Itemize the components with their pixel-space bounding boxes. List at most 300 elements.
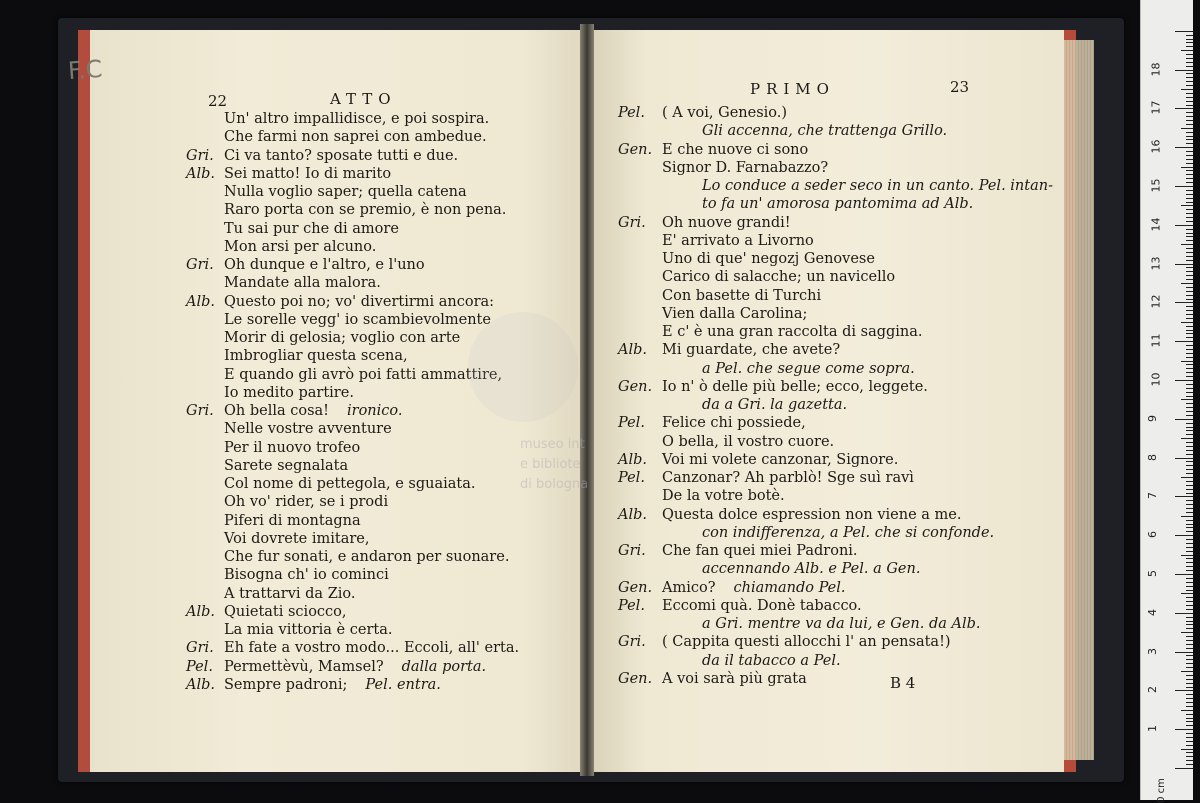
book-gutter <box>580 24 594 776</box>
ruler-number: 18 <box>1149 62 1163 77</box>
stage-direction: chiamando Pel. <box>733 579 846 596</box>
ruler-tick <box>1186 77 1193 78</box>
watermark-line: e bibliote <box>520 457 581 472</box>
ruler-tick <box>1186 54 1193 55</box>
page-number-left: 22 <box>208 92 228 110</box>
stage-direction: a Gri. mentre va da lui, e Gen. da Alb. <box>702 616 981 632</box>
ruler-tick <box>1186 640 1193 641</box>
ruler-tick <box>1186 198 1193 199</box>
ruler-tick <box>1186 170 1193 171</box>
ruler-tick <box>1181 477 1193 478</box>
ruler-tick <box>1186 271 1193 272</box>
ruler-tick <box>1181 632 1193 633</box>
ruler-tick <box>1186 85 1193 86</box>
speaker-name: Pel. <box>618 597 645 614</box>
text-line <box>186 128 487 146</box>
verse-text: Un' altro impallidisce, e poi sospira. <box>224 111 490 127</box>
ruler-tick <box>1186 279 1193 280</box>
ruler-tick <box>1186 291 1193 292</box>
verse-text: Piferi di montagna <box>224 512 361 529</box>
ruler-tick <box>1186 403 1193 404</box>
right-page <box>590 30 1076 772</box>
text-line <box>186 493 388 511</box>
ruler-number: 4 <box>1146 608 1159 616</box>
verse-text: Bisogna ch' io cominci <box>224 567 389 584</box>
text-line <box>186 183 467 201</box>
text-line <box>186 366 502 384</box>
ruler-tick <box>1186 547 1193 548</box>
ruler-tick <box>1186 202 1193 203</box>
verse-text: Felice chi possiede, <box>662 415 806 432</box>
ruler-tick <box>1186 500 1193 501</box>
verse-text: E' arrivato a Livorno <box>662 232 814 249</box>
ruler-tick <box>1175 419 1193 420</box>
speaker-name: Gri. <box>186 403 214 419</box>
verse-text: Vien dalla Carolina; <box>662 305 808 322</box>
text-line <box>186 512 361 530</box>
ruler-tick <box>1186 151 1193 152</box>
ruler-tick <box>1181 593 1193 594</box>
stage-direction: con indifferenza, a Pel. che si confonde. <box>702 524 995 541</box>
ruler-tick <box>1186 252 1193 253</box>
ruler-number: 14 <box>1149 217 1163 232</box>
text-line <box>618 122 947 140</box>
text-line <box>186 585 355 603</box>
verse-text: Tu sai pur che di amore <box>224 220 399 237</box>
verse-text: Che farmi non saprei con ambedue. <box>224 129 487 146</box>
text-line <box>186 329 460 347</box>
ruler-tick <box>1181 283 1193 284</box>
ruler-tick <box>1186 687 1193 688</box>
verse-text: O bella, il vostro cuore. <box>662 433 835 450</box>
text-line <box>186 457 348 475</box>
ruler-tick <box>1181 128 1193 129</box>
ruler-tick <box>1181 205 1193 206</box>
ruler-tick <box>1181 438 1193 439</box>
verse-text: Permettèvù, Mamsel? <box>224 658 384 675</box>
watermark-text <box>520 435 630 505</box>
ruler-tick <box>1186 194 1193 195</box>
verse-text: ( A voi, Genesio.) <box>662 105 788 121</box>
ruler-tick <box>1186 659 1193 660</box>
ruler-tick <box>1186 143 1193 144</box>
speaker-name: Gri. <box>186 640 214 657</box>
verse-text: Mandate alla malora. <box>224 275 381 292</box>
ruler-tick <box>1186 675 1193 676</box>
verse-text: Sei matto! Io di marito <box>224 165 392 182</box>
ruler-tick <box>1175 31 1193 32</box>
ruler-tick <box>1186 267 1193 268</box>
ruler-tick <box>1186 112 1193 113</box>
stage-direction: da a Gri. la gazetta. <box>702 397 848 413</box>
speaker-name: Gri. <box>618 543 646 559</box>
ruler-tick <box>1186 644 1193 645</box>
text-line <box>186 347 408 365</box>
ruler-tick <box>1186 493 1193 494</box>
ruler-number: 16 <box>1149 139 1163 154</box>
ruler-tick <box>1186 39 1193 40</box>
ruler-tick <box>1186 694 1193 695</box>
stage-direction: Gli accenna, che trattenga Grillo. <box>702 123 948 140</box>
ruler-tick <box>1175 729 1193 730</box>
verse-text: De la votre botè. <box>662 488 785 505</box>
text-line <box>618 597 862 615</box>
text-line <box>618 360 915 378</box>
ruler-tick <box>1181 555 1193 556</box>
ruler-tick <box>1186 737 1193 738</box>
ruler-tick <box>1186 562 1193 563</box>
verse-text: Oh dunque e l'altro, e l'uno <box>224 257 425 273</box>
ruler-tick <box>1186 73 1193 74</box>
speaker-name: Gri. <box>186 147 214 164</box>
ruler-tick <box>1181 749 1193 750</box>
ruler-tick <box>1186 636 1193 637</box>
verse-text: ( Cappita questi allocchi l' an pensata!) <box>662 634 951 651</box>
ruler-tick <box>1181 167 1193 168</box>
watermark-logo-icon <box>468 312 578 422</box>
verse-text: Oh nuove grandi! <box>662 214 791 231</box>
text-line <box>618 323 923 341</box>
ruler-tick <box>1186 213 1193 214</box>
ruler-tick <box>1186 621 1193 622</box>
verse-text: Nulla voglio saper; quella catena <box>224 184 467 200</box>
ruler-tick <box>1186 648 1193 649</box>
ruler-tick <box>1186 760 1193 761</box>
speaker-name: Gen. <box>618 378 653 395</box>
verse-text: Per il nuovo trofeo <box>224 439 361 456</box>
ruler-tick <box>1186 489 1193 490</box>
ruler-number: 11 <box>1149 333 1163 348</box>
verse-text: Voi mi volete canzonar, Signore. <box>662 451 899 468</box>
ruler-tick <box>1186 411 1193 412</box>
ruler-tick <box>1175 380 1193 381</box>
ruler-tick <box>1186 299 1193 300</box>
ruler-tick <box>1186 601 1193 602</box>
verse-text: Che fur sonati, e andaron per suonare. <box>224 549 510 565</box>
ruler-tick <box>1186 442 1193 443</box>
ruler-tick <box>1175 652 1193 653</box>
ruler-tick <box>1186 357 1193 358</box>
speaker-name: Gri. <box>186 257 214 273</box>
speaker-name: Alb. <box>186 293 215 310</box>
text-line <box>186 566 389 584</box>
ruler-tick <box>1186 155 1193 156</box>
ruler-tick <box>1181 89 1193 90</box>
pencil-mark: F.C <box>67 54 104 86</box>
ruler-tick <box>1181 710 1193 711</box>
speaker-name: Gen. <box>618 670 653 687</box>
ruler-tick <box>1186 667 1193 668</box>
stage-direction: accennando Alb. e Pel. a Gen. <box>702 561 921 578</box>
ruler-tick <box>1186 551 1193 552</box>
speaker-name: Gri. <box>618 214 646 231</box>
ruler-tick <box>1186 531 1193 532</box>
ruler-number: 1 <box>1146 725 1159 733</box>
ruler-tick <box>1186 97 1193 98</box>
verse-text: A voi sarà più grata <box>662 670 807 687</box>
text-line <box>618 104 787 122</box>
ruler-number: 13 <box>1149 256 1163 271</box>
ruler-tick <box>1181 516 1193 517</box>
ruler-tick <box>1186 465 1193 466</box>
text-line <box>618 542 858 560</box>
text-line <box>618 487 785 505</box>
ruler-tick <box>1175 147 1193 148</box>
stage-direction: da il tabacco a Pel. <box>702 652 841 669</box>
ruler-tick <box>1186 461 1193 462</box>
speaker-name: Alb. <box>186 165 215 182</box>
ruler-tick <box>1186 450 1193 451</box>
ruler-tick <box>1186 430 1193 431</box>
ruler-tick <box>1186 508 1193 509</box>
text-line <box>186 311 491 329</box>
ruler-tick <box>1186 209 1193 210</box>
text-line <box>618 524 994 542</box>
text-line <box>186 165 391 183</box>
ruler-tick <box>1186 306 1193 307</box>
ruler-tick <box>1186 62 1193 63</box>
ruler-tick <box>1175 302 1193 303</box>
page-number-right: 23 <box>950 78 970 96</box>
ruler-tick <box>1186 446 1193 447</box>
speaker-name: Alb. <box>618 342 647 359</box>
ruler-tick <box>1186 415 1193 416</box>
ruler-tick <box>1186 35 1193 36</box>
ruler-tick <box>1186 520 1193 521</box>
text-line <box>618 378 928 396</box>
text-line <box>618 195 973 213</box>
text-line <box>186 603 347 621</box>
ruler-tick <box>1186 683 1193 684</box>
speaker-name: Gen. <box>618 141 653 158</box>
text-line <box>618 287 821 305</box>
ruler-tick <box>1186 427 1193 428</box>
ruler-tick <box>1186 733 1193 734</box>
ruler-tick <box>1186 473 1193 474</box>
verse-text: Canzonar? Ah parblò! Sge suì ravì <box>662 470 914 486</box>
ruler-tick <box>1186 570 1193 571</box>
text-line <box>618 141 808 159</box>
ruler-tick <box>1186 139 1193 140</box>
ruler-tick <box>1186 586 1193 587</box>
speaker-name: Pel. <box>618 105 645 121</box>
ruler-tick <box>1186 326 1193 327</box>
ruler-tick <box>1186 702 1193 703</box>
speaker-name: Pel. <box>186 658 213 675</box>
verse-text: Mon arsi per alcuno. <box>224 238 377 255</box>
ruler-tick <box>1175 108 1193 109</box>
text-line <box>618 250 875 268</box>
speaker-name: Alb. <box>186 603 215 620</box>
text-line <box>618 652 841 670</box>
text-line <box>618 341 840 359</box>
page-edges <box>1064 40 1094 760</box>
ruler-tick <box>1186 543 1193 544</box>
ruler-tick <box>1186 46 1193 47</box>
verse-text: Mi guardate, che avete? <box>662 342 841 359</box>
ruler-tick <box>1186 101 1193 102</box>
text-line <box>186 238 376 256</box>
text-line <box>186 293 494 311</box>
ruler-tick <box>1186 718 1193 719</box>
stage-direction: Pel. entra. <box>365 676 441 693</box>
verse-text: E quando gli avrò poi fatti ammattire, <box>224 366 503 383</box>
ruler-number: 3 <box>1146 647 1159 655</box>
ruler-tick <box>1181 399 1193 400</box>
speaker-name: Alb. <box>618 506 647 523</box>
ruler-tick <box>1186 353 1193 354</box>
verse-text: Oh bella cosa! <box>224 403 329 419</box>
ruler-tick <box>1175 574 1193 575</box>
text-line <box>186 402 402 420</box>
verse-text: Sarete segnalata <box>224 457 349 474</box>
ruler-tick <box>1186 578 1193 579</box>
verse-text: Morir di gelosia; voglio con arte <box>224 330 461 346</box>
ruler-tick <box>1175 458 1193 459</box>
ruler-tick <box>1175 225 1193 226</box>
ruler-tick <box>1181 322 1193 323</box>
verse-text: Oh vo' rider, se i prodi <box>224 494 389 511</box>
text-line <box>618 469 914 487</box>
ruler-tick <box>1186 240 1193 241</box>
ruler-number: 8 <box>1146 453 1159 461</box>
ruler-tick <box>1186 163 1193 164</box>
text-line <box>618 433 834 451</box>
text-line <box>618 232 814 250</box>
text-line <box>186 639 519 657</box>
ruler-tick <box>1175 690 1193 691</box>
text-line <box>186 621 392 639</box>
verse-text: Carico di salacche; un navicello <box>662 269 896 286</box>
ruler-tick <box>1186 558 1193 559</box>
verse-text: Che fan quei miei Padroni. <box>662 543 858 559</box>
speaker-name: Pel. <box>618 415 645 432</box>
verse-text: Signor D. Farnabazzo? <box>662 159 829 176</box>
ruler-tick <box>1186 388 1193 389</box>
text-line <box>186 256 425 274</box>
text-line <box>186 658 486 676</box>
ruler-tick <box>1186 434 1193 435</box>
verse-text: Eccomi quà. Donè tabacco. <box>662 597 862 614</box>
ruler-tick <box>1186 310 1193 311</box>
ruler-tick <box>1186 136 1193 137</box>
verse-text: Sempre padroni; <box>224 676 348 693</box>
verse-text: Con basette di Turchi <box>662 287 822 304</box>
ruler-tick <box>1186 132 1193 133</box>
ruler-number: 7 <box>1146 492 1159 500</box>
stage-direction: Lo conduce a seder seco in un canto. Pel. intan- <box>702 178 1053 194</box>
ruler-number: 9 <box>1146 414 1159 422</box>
ruler-tick <box>1186 182 1193 183</box>
ruler-tick <box>1186 178 1193 179</box>
verse-text: Imbrogliar questa scena, <box>224 348 408 365</box>
verse-text: La mia vittoria è certa. <box>224 622 393 638</box>
verse-text: Nelle vostre avventure <box>224 421 392 438</box>
ruler-tick <box>1186 368 1193 369</box>
stage-direction: ironico. <box>347 403 403 419</box>
ruler-tick <box>1186 539 1193 540</box>
ruler-tick <box>1186 275 1193 276</box>
text-line <box>618 159 828 177</box>
ruler-tick <box>1186 512 1193 513</box>
ruler-tick <box>1186 655 1193 656</box>
verse-text: Le sorelle vegg' io scambievolmente <box>224 311 491 328</box>
verse-text: E c' è una gran raccolta di saggina. <box>662 324 923 340</box>
text-line <box>618 506 961 524</box>
ruler-tick <box>1186 756 1193 757</box>
ruler-number: 2 <box>1146 686 1159 694</box>
ruler-tick <box>1186 605 1193 606</box>
ruler-tick <box>1186 384 1193 385</box>
ruler-tick <box>1181 50 1193 51</box>
ruler-tick <box>1186 174 1193 175</box>
ruler-tick <box>1186 376 1193 377</box>
text-line <box>618 633 951 651</box>
ruler-tick <box>1186 337 1193 338</box>
ruler-tick <box>1186 481 1193 482</box>
ruler-tick <box>1186 725 1193 726</box>
text-line <box>186 147 458 165</box>
ruler-tick <box>1186 81 1193 82</box>
ruler-tick <box>1186 256 1193 257</box>
ruler-tick <box>1186 260 1193 261</box>
ruler-tick <box>1186 66 1193 67</box>
ruler-tick <box>1175 264 1193 265</box>
verse-text: Eh fate a vostro modo... Eccoli, all' erta. <box>224 640 520 657</box>
ruler-tick <box>1186 764 1193 765</box>
verse-text: Io n' ò delle più belle; ecco, leggete. <box>662 378 928 395</box>
verse-text: Voi dovrete imitare, <box>224 530 370 547</box>
text-line <box>618 579 846 597</box>
text-line <box>186 110 489 128</box>
running-header-left: ATTO <box>330 90 397 108</box>
verse-text: Quietati sciocco, <box>224 603 347 620</box>
ruler-tick <box>1186 229 1193 230</box>
ruler-tick <box>1186 590 1193 591</box>
ruler-tick <box>1186 663 1193 664</box>
text-line <box>618 451 898 469</box>
ruler-tick <box>1186 105 1193 106</box>
text-line <box>618 560 920 578</box>
ruler-tick <box>1186 314 1193 315</box>
ruler-tick <box>1186 233 1193 234</box>
ruler-tick <box>1186 504 1193 505</box>
ruler-tick <box>1186 396 1193 397</box>
text-line <box>186 420 392 438</box>
ruler-tick <box>1175 535 1193 536</box>
text-line <box>618 615 981 633</box>
ruler-tick <box>1186 364 1193 365</box>
speaker-name: Alb. <box>186 676 215 693</box>
ruler-tick <box>1186 485 1193 486</box>
ruler-tick <box>1175 186 1193 187</box>
ruler-tick <box>1186 330 1193 331</box>
speaker-name: Pel. <box>618 470 645 486</box>
ruler-tick <box>1186 345 1193 346</box>
text-line <box>186 676 441 694</box>
measuring-ruler <box>1140 0 1193 803</box>
verse-text: E che nuove ci sono <box>662 141 809 158</box>
stage-direction: a Pel. che segue come sopra. <box>702 360 915 377</box>
ruler-tick <box>1181 361 1193 362</box>
text-line <box>186 530 369 548</box>
verse-text: Ci va tanto? sposate tutti e due. <box>224 147 459 164</box>
ruler-tick <box>1186 741 1193 742</box>
watermark-line: di bologna <box>520 477 589 492</box>
ruler-tick <box>1186 295 1193 296</box>
ruler-tick <box>1186 423 1193 424</box>
speaker-name: Gen. <box>618 579 653 596</box>
